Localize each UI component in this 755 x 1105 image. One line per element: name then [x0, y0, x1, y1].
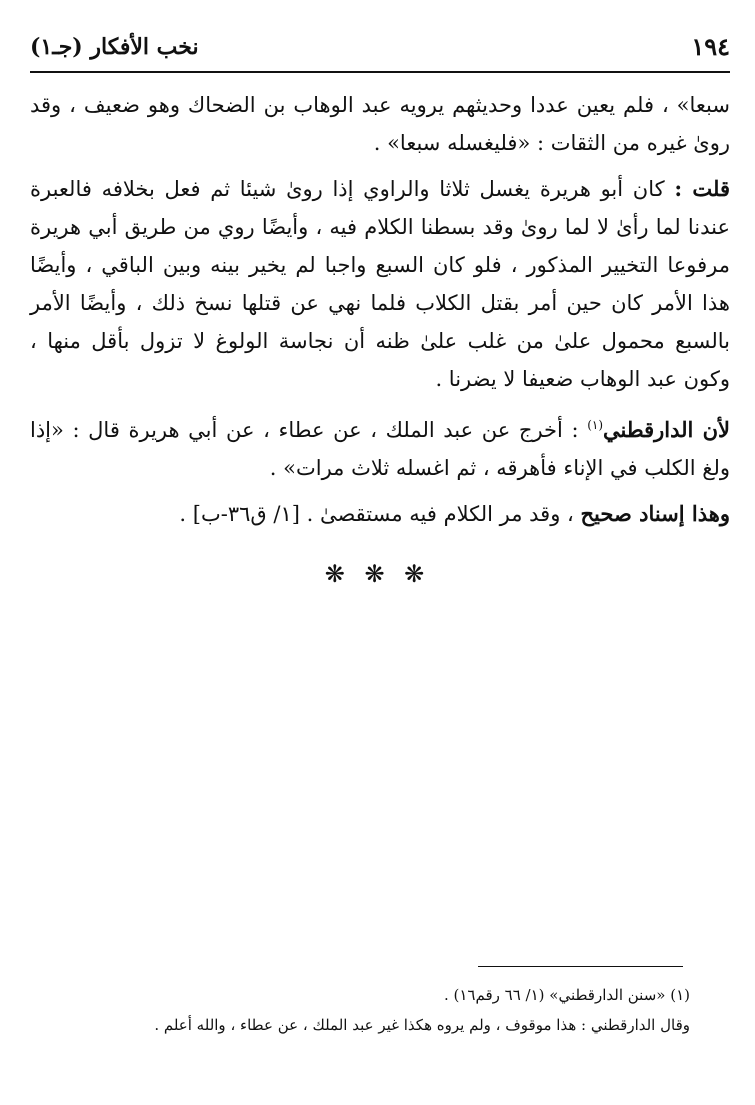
paragraph-1-text: سبعا» ، فلم يعين عددا وحديثهم يرويه عبد الوهاب بن الضحاك وهو ضعيف ، وقد روىٰ غيره من الثقات : «فليغسله سبعا» . [30, 93, 730, 155]
body-text [30, 86, 730, 541]
paragraph-1 [30, 86, 730, 162]
section-separator: ❋ ❋ ❋ [324, 560, 431, 588]
paragraph-4 [30, 495, 730, 533]
header-rule [30, 71, 730, 73]
paragraph-2-text: كان أبو هريرة يغسل ثلاثا والراوي إذا روىٰ شيئا ثم فعل بخلافه فالعبرة عندنا لما رأىٰ لا لما روىٰ وقد بسطنا الكلام فيه ، وأيضًا روي من طريق أبي هريرة مرفوعا التخيير المذكور ، فلو كان السبع واجبا لم يخير بينه وبين الباقي ، وأيضًا هذا الأمر كان حين أمر بقتل الكلاب فلما نهي عن قتلها نسخ ذلك ، وأيضًا الأمر بالسبع محمول علىٰ من غلب علىٰ ظنه أن نجاسة الولوغ لا تزول بأقل منها ، وكون عبد الوهاب ضعيفا لا يضرنا . [30, 177, 730, 391]
footnote-marker: (١) [587, 418, 604, 432]
footnote-rule [478, 966, 683, 967]
paragraph-3-lead: لأن الدارقطني [603, 417, 731, 442]
footnote-1-continuation: وقال الدارقطني : هذا موقوف ، ولم يروه هكذا غير عبد الملك ، عن عطاء ، والله أعلم . [154, 1016, 690, 1034]
footnote-1: (١) «سنن الدارقطني» (١/ ٦٦ رقم١٦) . [443, 986, 690, 1004]
paragraph-4-lead: وهذا إسناد صحيح [580, 501, 730, 526]
footnotes [30, 980, 690, 1040]
page-header [30, 28, 730, 66]
paragraph-4-text: ، وقد مر الكلام فيه مستقصىٰ . [١/ ق٣٦-ب] . [179, 502, 574, 526]
paragraph-2 [30, 170, 730, 398]
paragraph-3 [30, 406, 730, 487]
paragraph-3-text: : أخرج عن عبد الملك ، عن عطاء ، عن أبي هريرة قال : «إذا ولغ الكلب في الإناء فأهرقه ، ثم اغسله ثلاث مرات» . [30, 418, 730, 480]
page-number: ١٩٤ [691, 32, 730, 61]
paragraph-2-lead: قلت : [674, 176, 730, 201]
running-title: نخب الأفكار (جـ١) [30, 34, 199, 60]
